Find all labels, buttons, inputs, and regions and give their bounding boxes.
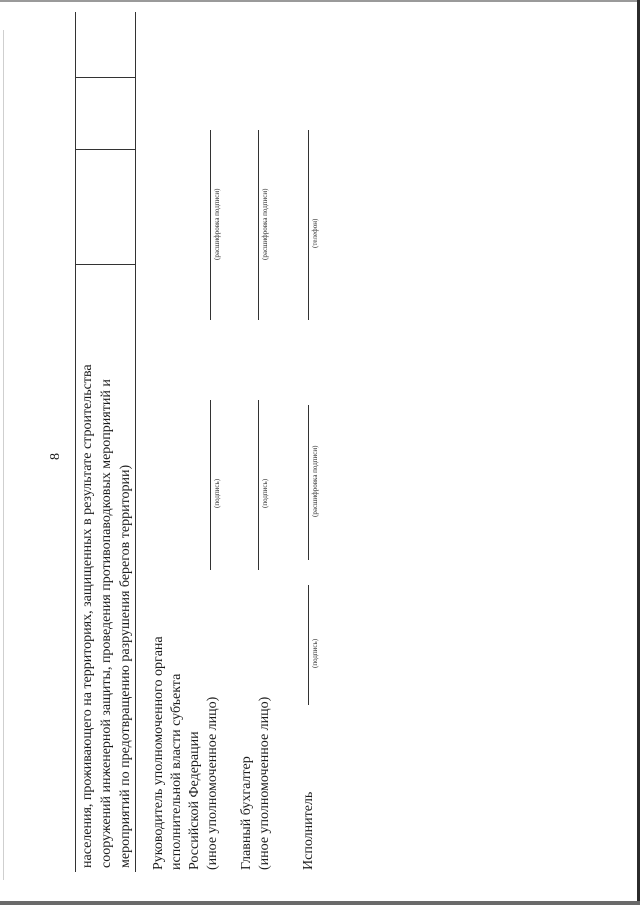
head-title-line-1: Руководитель уполномоченного органа xyxy=(151,636,166,870)
executor-sign-caption: (подпись) xyxy=(311,638,319,668)
table-bottom-border xyxy=(135,12,136,872)
table-text-line-3: мероприятий по предотвращению разрушения берегов территории) xyxy=(118,464,133,868)
executor-phone-line xyxy=(308,130,309,320)
table-column-divider-1 xyxy=(75,264,135,265)
head-decode-line xyxy=(210,130,211,320)
accountant-sign-caption: (подпись) xyxy=(261,478,269,508)
table-column-divider-3 xyxy=(75,77,135,78)
executor-title: Исполнитель xyxy=(301,791,316,870)
accountant-sign-line xyxy=(258,400,259,570)
scan-edge-top xyxy=(0,0,640,2)
scan-edge-bottom xyxy=(0,901,640,905)
executor-sign-line xyxy=(308,585,309,705)
accountant-title-line-2: (иное уполномоченное лицо) xyxy=(257,696,272,870)
table-top-border xyxy=(75,12,76,872)
head-title-line-3: Российской Федерации xyxy=(187,731,202,870)
page-number: 8 xyxy=(48,453,63,460)
table-text-line-1: населения, проживающего на территориях, защищенных в результате строительства xyxy=(80,364,95,868)
head-sign-caption: (подпись) xyxy=(213,478,221,508)
rotated-page xyxy=(10,10,610,890)
table-text-line-2: сооружений инженерной защиты, проведения противопаводковых мероприятий и xyxy=(99,379,114,868)
head-decode-caption: (расшифровка подписи) xyxy=(213,188,221,260)
head-sign-line xyxy=(210,400,211,570)
head-title-line-2: исполнительной власти субъекта xyxy=(169,673,184,870)
table-column-divider-2 xyxy=(75,149,135,150)
accountant-decode-line xyxy=(258,130,259,320)
head-title-line-4: (иное уполномоченное лицо) xyxy=(205,696,220,870)
accountant-decode-caption: (расшифровка подписи) xyxy=(261,188,269,260)
executor-decode-caption: (расшифровка подписи) xyxy=(311,445,319,517)
accountant-title-line-1: Главный бухгалтер xyxy=(239,756,254,870)
scan-line-left xyxy=(3,30,4,880)
executor-decode-line xyxy=(308,405,309,560)
executor-phone-caption: (телефон) xyxy=(311,218,319,248)
